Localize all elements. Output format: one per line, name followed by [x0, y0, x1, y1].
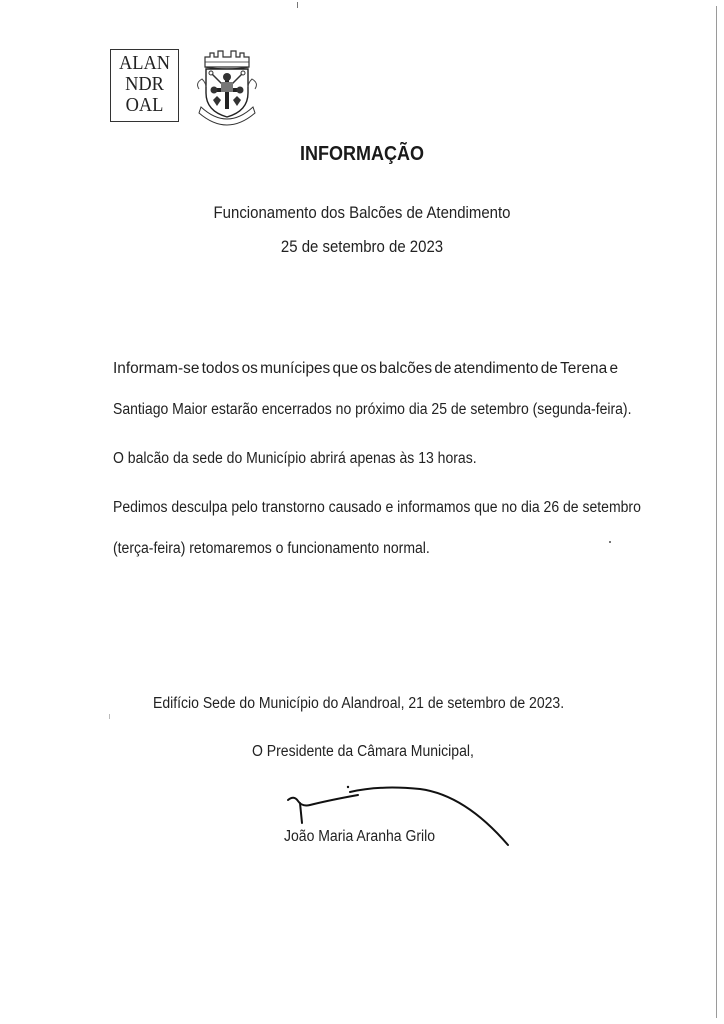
- word: os: [360, 360, 377, 377]
- word: todos: [201, 360, 240, 377]
- document-subtitle: Funcionamento dos Balcões de Atendimento: [213, 203, 511, 222]
- scan-speck: [109, 714, 110, 719]
- word: Informam-se: [113, 360, 200, 377]
- word: de: [434, 360, 452, 377]
- word: atendimento: [453, 360, 539, 377]
- word: e: [609, 360, 618, 377]
- logo-line: OAL: [125, 94, 164, 116]
- signatory-name: João Maria Aranha Grilo: [284, 828, 436, 845]
- word: Terena: [560, 360, 608, 377]
- paragraph-3-line-1: Pedimos desculpa pelo transtorno causado e informamos que no dia 26 de setembro: [113, 499, 641, 516]
- closing-place-date: Edifício Sede do Município do Alandroal, 21 de setembro de 2023.: [153, 695, 565, 712]
- paragraph-1-line-2: Santiago Maior estarão encerrados no próximo dia 25 de setembro (segunda-feira).: [113, 401, 632, 418]
- paragraph-3-line-2: (terça-feira) retomaremos o funcionamento normal.: [113, 540, 430, 557]
- document-title: INFORMAÇÃO: [299, 143, 424, 165]
- signatory-title: O Presidente da Câmara Municipal,: [252, 743, 474, 760]
- logo-line: NDR: [125, 73, 164, 95]
- word: os: [241, 360, 258, 377]
- document-date: 25 de setembro de 2023: [280, 237, 444, 256]
- word: balcões: [379, 360, 433, 377]
- paragraph-1-line-1: [113, 360, 618, 378]
- logo-wordmark: [114, 53, 176, 116]
- word: de: [540, 360, 558, 377]
- word: que: [332, 360, 359, 377]
- alandroal-logo: [110, 49, 179, 122]
- scan-speck: [297, 2, 298, 8]
- logo-line: ALAN: [118, 52, 171, 74]
- coat-of-arms-icon: [191, 45, 263, 127]
- page-edge-line: [716, 6, 717, 1018]
- paragraph-2: O balcão da sede do Município abrirá apenas às 13 horas.: [113, 450, 477, 467]
- word: munícipes: [260, 360, 331, 377]
- scan-speck: [609, 541, 611, 543]
